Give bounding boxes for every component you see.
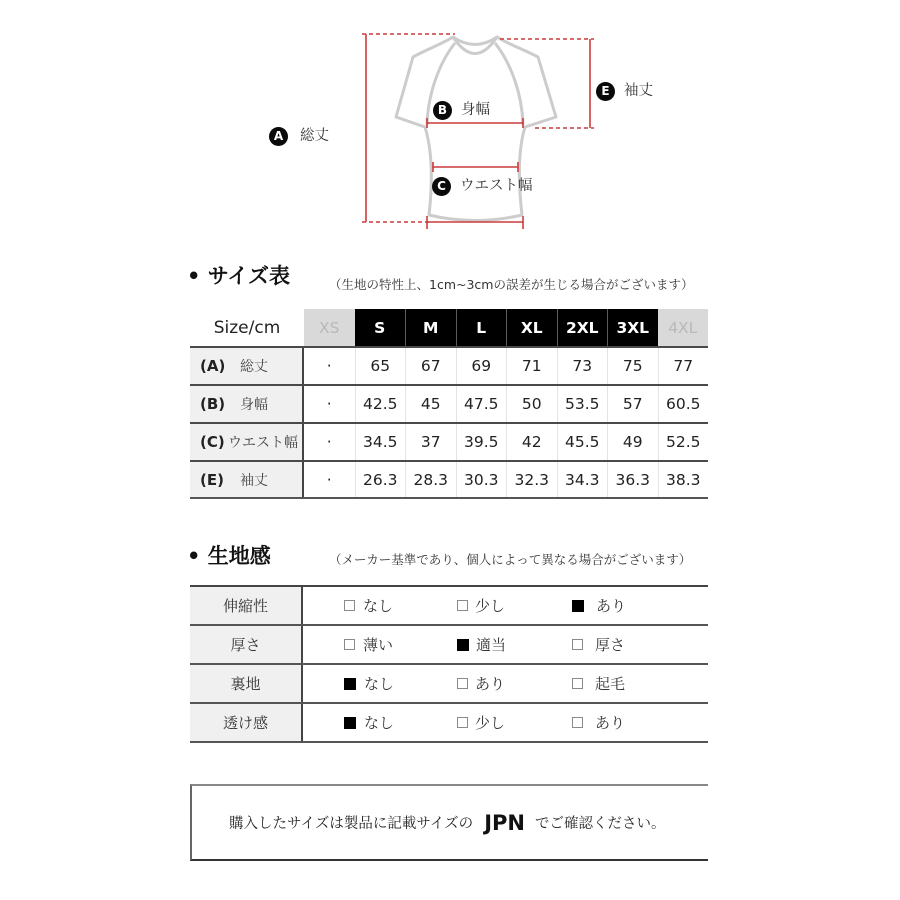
table-cell: 52.5	[658, 424, 709, 460]
option-label: 少し	[475, 597, 506, 615]
table-cell: 38.3	[658, 462, 709, 497]
table-cell: 77	[658, 348, 709, 384]
table-cell: 36.3	[607, 462, 658, 497]
badge-a-icon: A	[269, 127, 288, 146]
row-name: 総丈	[240, 359, 268, 375]
checkbox-icon	[457, 678, 468, 689]
option-label: あり	[475, 675, 506, 693]
table-cell: 60.5	[658, 386, 709, 422]
size-table-note: （生地の特性上、1cm~3cmの誤差が生じる場合がございます）	[329, 277, 694, 292]
checkbox-icon	[457, 600, 468, 611]
table-cell: 65	[355, 348, 406, 384]
fabric-option	[344, 626, 393, 663]
badge-c-icon: C	[432, 177, 451, 196]
table-cell: ·	[326, 433, 332, 451]
size-table-title: • サイズ表	[187, 264, 291, 288]
option-label: あり	[596, 597, 627, 615]
label-chest-width: 身幅	[461, 102, 490, 118]
row-label	[190, 386, 304, 422]
table-cell: 39.5	[456, 424, 507, 460]
table-cell: 53.5	[557, 386, 608, 422]
checkbox-icon	[572, 678, 583, 689]
option-label: 厚さ	[595, 636, 626, 654]
table-cell: 42	[506, 424, 557, 460]
tshirt-measurement-diagram	[0, 0, 900, 240]
label-total-length: 総丈	[300, 128, 329, 144]
fabric-option	[572, 704, 625, 741]
fabric-option	[457, 626, 506, 663]
table-cell: 73	[557, 348, 608, 384]
fabric-option	[344, 665, 394, 702]
option-label: 適当	[476, 636, 507, 654]
label-sleeve-length: 袖丈	[624, 83, 653, 99]
size-2xl: 2XL	[557, 309, 608, 346]
table-cell: 47.5	[456, 386, 507, 422]
row-code: (A)	[200, 357, 226, 375]
table-row	[190, 346, 708, 384]
fabric-option	[344, 704, 394, 741]
fabric-option	[572, 587, 626, 624]
size-3xl: 3XL	[607, 309, 658, 346]
table-cell: 28.3	[405, 462, 456, 497]
checkbox-icon	[344, 678, 356, 690]
option-label: なし	[364, 675, 395, 693]
size-xs: XS	[304, 309, 355, 346]
fabric-table-title: • 生地感	[187, 544, 271, 568]
purchase-note-emphasis: JPN	[484, 810, 525, 835]
fabric-row-label: 厚さ	[190, 626, 303, 663]
checkbox-icon	[344, 600, 355, 611]
checkbox-icon	[572, 639, 583, 650]
fabric-option	[457, 665, 505, 702]
table-cell: 57	[607, 386, 658, 422]
fabric-row-label: 伸縮性	[190, 587, 303, 624]
row-name: 袖丈	[240, 472, 268, 489]
option-label: あり	[595, 714, 626, 732]
row-label	[190, 462, 304, 497]
fabric-option	[572, 665, 625, 702]
fabric-option	[572, 626, 625, 663]
size-l: L	[456, 309, 507, 346]
fabric-row-thickness	[190, 626, 708, 665]
table-cell: 45.5	[557, 424, 608, 460]
badge-b-icon: B	[433, 101, 452, 120]
option-label: 少し	[475, 714, 506, 732]
table-cell: ·	[326, 470, 332, 489]
checkbox-icon	[457, 639, 469, 651]
table-cell: 71	[506, 348, 557, 384]
fabric-row-label: 裏地	[190, 665, 303, 702]
option-label: 起毛	[595, 675, 626, 693]
row-label	[190, 424, 304, 460]
checkbox-icon	[572, 717, 583, 728]
fabric-row-sheerness	[190, 704, 708, 743]
row-label	[190, 348, 304, 384]
table-row	[190, 422, 708, 460]
purchase-note-before: 購入したサイズは製品に記載サイズの	[229, 816, 474, 832]
table-cell: 45	[405, 386, 456, 422]
header-size-cm: Size/cm	[190, 309, 304, 346]
fabric-option	[457, 587, 505, 624]
table-cell: 69	[456, 348, 507, 384]
purchase-note-after: でご確認ください。	[534, 816, 666, 832]
badge-e-icon: E	[596, 82, 615, 101]
table-cell: 67	[405, 348, 456, 384]
fabric-table-note: （メーカー基準であり、個人によって異なる場合がございます）	[329, 552, 692, 567]
table-cell: 26.3	[355, 462, 406, 497]
table-cell: 37	[405, 424, 456, 460]
fabric-table	[190, 585, 708, 743]
purchase-note-box	[190, 784, 708, 861]
table-cell: 42.5	[355, 386, 406, 422]
fabric-row-label: 透け感	[190, 704, 303, 741]
table-row	[190, 384, 708, 422]
checkbox-icon	[344, 639, 355, 650]
fabric-row-stretch	[190, 587, 708, 626]
size-4xl: 4XL	[658, 309, 709, 346]
size-xl: XL	[506, 309, 557, 346]
fabric-option	[344, 587, 393, 624]
row-code: (B)	[200, 395, 226, 413]
table-cell: 75	[607, 348, 658, 384]
checkbox-icon	[572, 600, 584, 612]
label-waist-width: ウエスト幅	[460, 178, 533, 194]
fabric-row-lining	[190, 665, 708, 704]
option-label: 薄い	[363, 636, 394, 654]
checkbox-icon	[457, 717, 468, 728]
row-name: 身幅	[240, 397, 268, 413]
row-name: ウエスト幅	[228, 435, 298, 451]
table-cell: 30.3	[456, 462, 507, 497]
table-cell: 49	[607, 424, 658, 460]
size-s: S	[355, 309, 406, 346]
option-label: なし	[364, 714, 395, 732]
row-code: (E)	[200, 470, 224, 489]
table-cell: 50	[506, 386, 557, 422]
table-cell: 34.5	[355, 424, 406, 460]
size-table	[190, 309, 708, 499]
table-cell: ·	[326, 357, 332, 375]
size-table-header	[190, 309, 708, 346]
size-m: M	[405, 309, 456, 346]
table-cell: ·	[326, 395, 332, 413]
checkbox-icon	[344, 717, 356, 729]
table-cell: 34.3	[557, 462, 608, 497]
row-code: (C)	[200, 433, 225, 451]
table-row	[190, 460, 708, 499]
fabric-option	[457, 704, 505, 741]
table-cell: 32.3	[506, 462, 557, 497]
option-label: なし	[363, 597, 394, 615]
